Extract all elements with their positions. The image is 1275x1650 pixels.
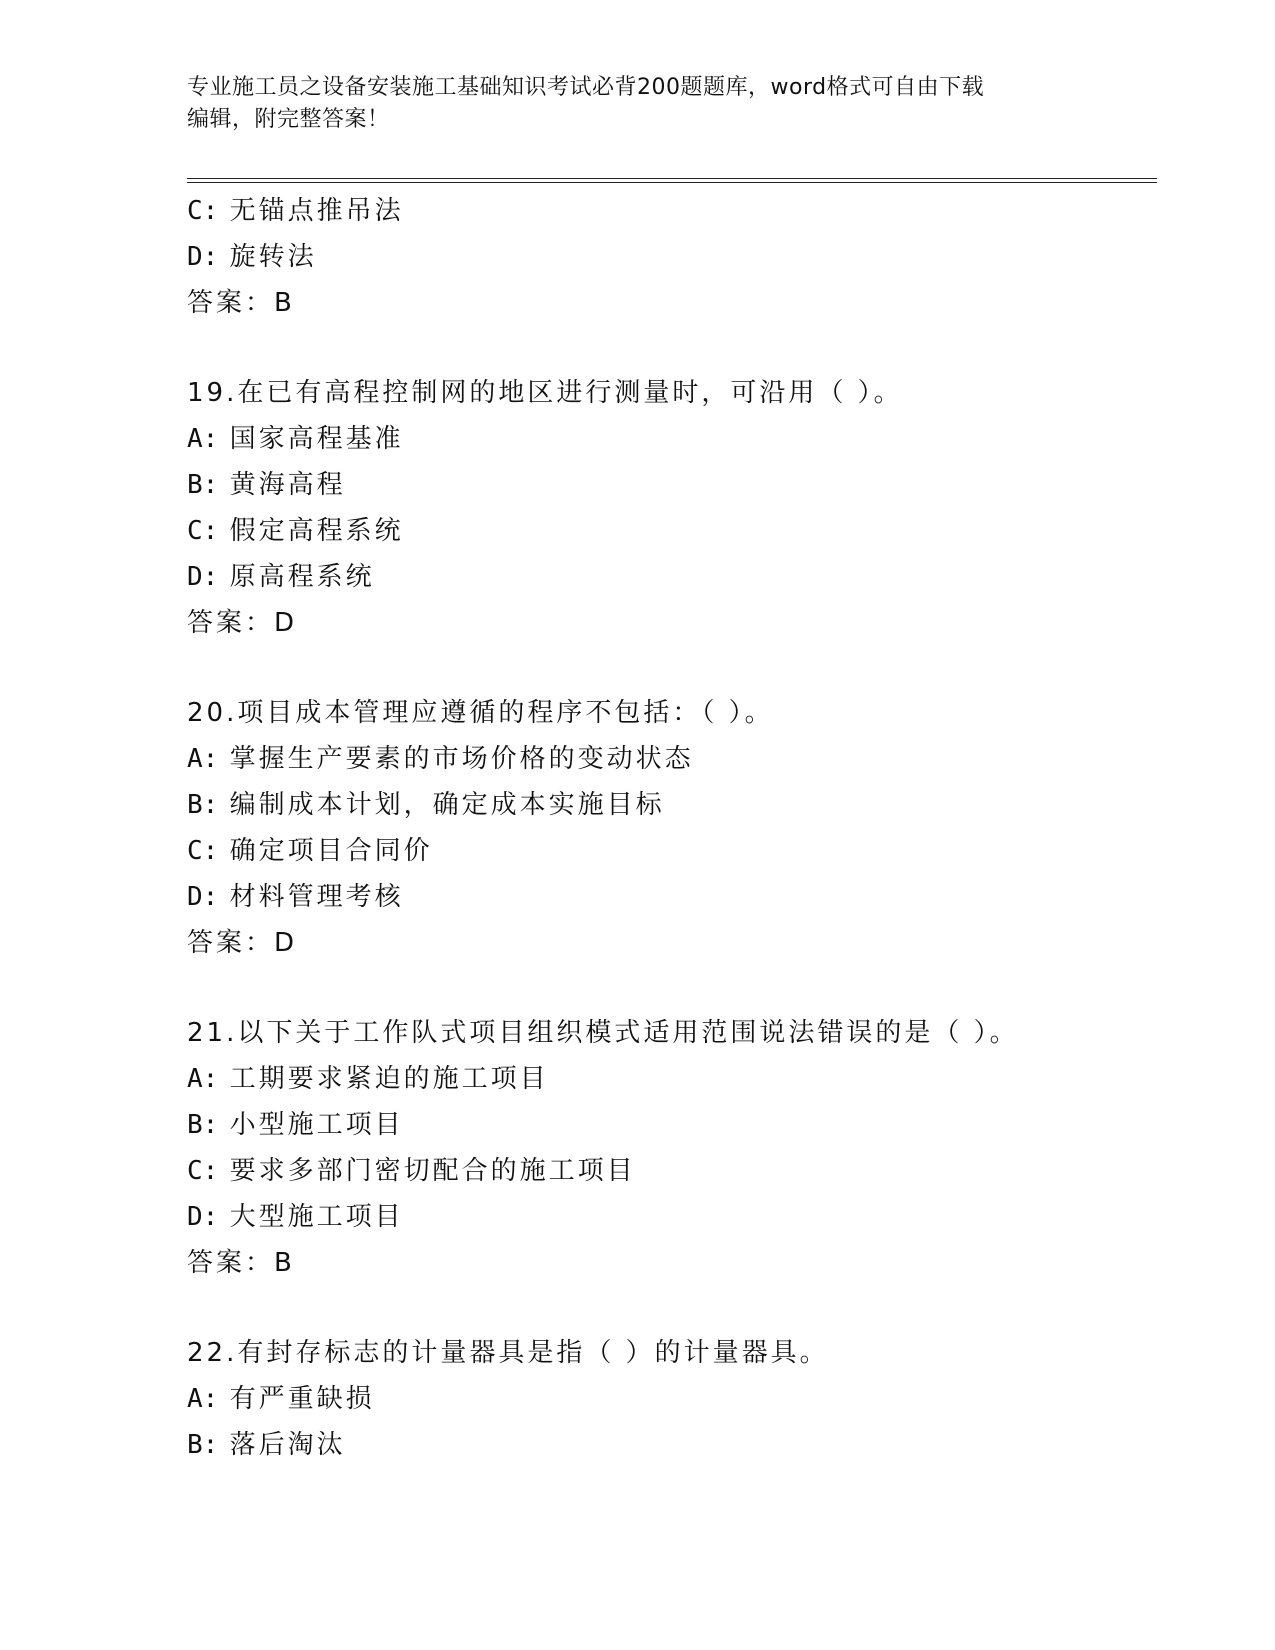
option-letter: A: bbox=[187, 744, 219, 774]
option-letter: C: bbox=[187, 516, 219, 546]
document-header bbox=[187, 72, 1087, 136]
option-text: 国家高程基准 bbox=[229, 424, 404, 454]
option-row bbox=[187, 462, 1187, 508]
option-row bbox=[187, 828, 1187, 874]
question-stem: 20.项目成本管理应遵循的程序不包括：（ ）。 bbox=[187, 698, 774, 728]
option-row bbox=[187, 1376, 1187, 1422]
option-text: 无锚点推吊法 bbox=[229, 196, 404, 226]
option-row bbox=[187, 736, 1187, 782]
option-row bbox=[187, 508, 1187, 554]
option-row bbox=[187, 554, 1187, 600]
option-row bbox=[187, 234, 1187, 280]
option-letter: B: bbox=[187, 1430, 219, 1460]
option-row bbox=[187, 874, 1187, 920]
option-letter: A: bbox=[187, 1384, 219, 1414]
spacer bbox=[187, 326, 1187, 370]
option-letter: D: bbox=[187, 242, 219, 272]
option-text: 假定高程系统 bbox=[229, 516, 404, 546]
option-letter: C: bbox=[187, 1156, 219, 1186]
option-letter: A: bbox=[187, 424, 219, 454]
question-20 bbox=[187, 690, 1187, 966]
option-letter: D: bbox=[187, 882, 219, 912]
question-stem: 21.以下关于工作队式项目组织模式适用范围说法错误的是（ ）。 bbox=[187, 1018, 1019, 1048]
answer-line: 答案：B bbox=[187, 1248, 295, 1278]
question-stem: 19.在已有高程控制网的地区进行测量时，可沿用（ ）。 bbox=[187, 378, 903, 408]
question-22 bbox=[187, 1330, 1187, 1468]
question-21 bbox=[187, 1010, 1187, 1286]
spacer bbox=[187, 966, 1187, 1010]
option-row bbox=[187, 188, 1187, 234]
option-text: 黄海高程 bbox=[229, 470, 346, 500]
option-text: 编制成本计划，确定成本实施目标 bbox=[229, 790, 665, 820]
option-letter: B: bbox=[187, 790, 219, 820]
option-letter: A: bbox=[187, 1064, 219, 1094]
option-row bbox=[187, 1148, 1187, 1194]
option-letter: B: bbox=[187, 1110, 219, 1140]
option-row bbox=[187, 1056, 1187, 1102]
option-text: 旋转法 bbox=[229, 242, 317, 272]
option-letter: D: bbox=[187, 562, 219, 592]
option-row bbox=[187, 782, 1187, 828]
header-line-1: 专业施工员之设备安装施工基础知识考试必背200题题库，word格式可自由下载 bbox=[187, 75, 985, 100]
option-letter: D: bbox=[187, 1202, 219, 1232]
option-row bbox=[187, 1422, 1187, 1468]
answer-line: 答案：B bbox=[187, 288, 295, 318]
answer-line: 答案：D bbox=[187, 928, 298, 958]
spacer bbox=[187, 646, 1187, 690]
header-divider-bottom bbox=[187, 182, 1157, 183]
option-text: 原高程系统 bbox=[229, 562, 375, 592]
previous-question-continuation bbox=[187, 188, 1187, 326]
question-19 bbox=[187, 370, 1187, 646]
option-row bbox=[187, 1194, 1187, 1240]
option-letter: C: bbox=[187, 196, 219, 226]
option-text: 要求多部门密切配合的施工项目 bbox=[229, 1156, 636, 1186]
header-line-2: 编辑，附完整答案！ bbox=[187, 107, 390, 132]
option-text: 确定项目合同价 bbox=[229, 836, 433, 866]
option-text: 有严重缺损 bbox=[229, 1384, 375, 1414]
option-text: 大型施工项目 bbox=[229, 1202, 404, 1232]
header-divider-top bbox=[187, 178, 1157, 179]
spacer bbox=[187, 1286, 1187, 1330]
answer-line: 答案：D bbox=[187, 608, 298, 638]
option-text: 工期要求紧迫的施工项目 bbox=[229, 1064, 549, 1094]
option-text: 落后淘汰 bbox=[229, 1430, 346, 1460]
option-text: 材料管理考核 bbox=[229, 882, 404, 912]
question-stem: 22.有封存标志的计量器具是指（ ）的计量器具。 bbox=[187, 1338, 829, 1368]
option-text: 掌握生产要素的市场价格的变动状态 bbox=[229, 744, 694, 774]
option-row bbox=[187, 1102, 1187, 1148]
option-letter: C: bbox=[187, 836, 219, 866]
option-row bbox=[187, 416, 1187, 462]
option-letter: B: bbox=[187, 470, 219, 500]
option-text: 小型施工项目 bbox=[229, 1110, 404, 1140]
question-list bbox=[187, 188, 1187, 1468]
